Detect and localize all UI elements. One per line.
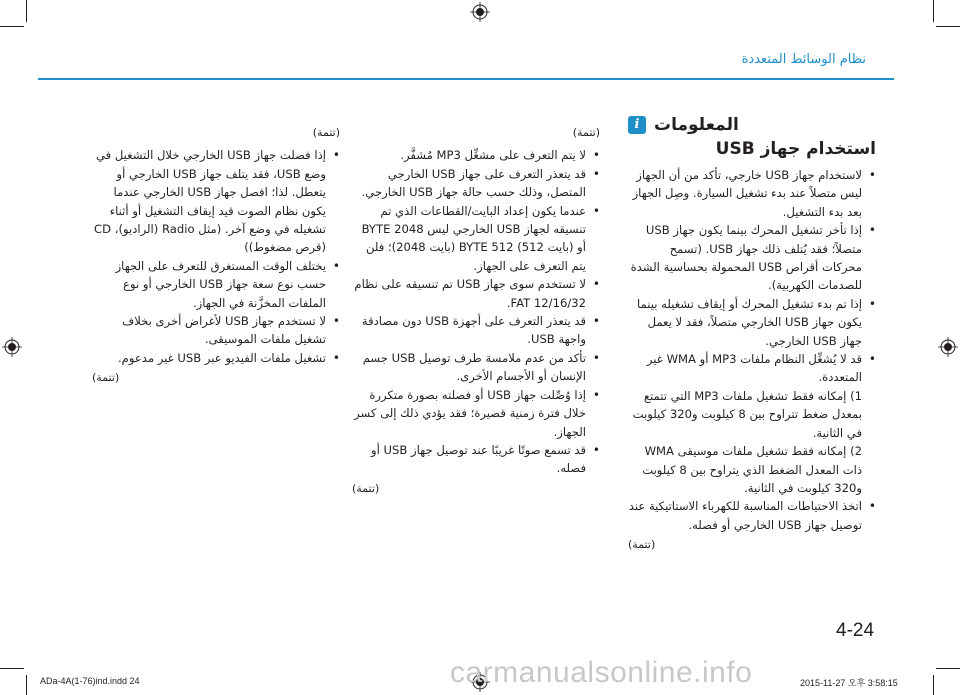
crop-mark (936, 668, 960, 669)
section-header-title: نظام الوسائط المتعددة (741, 52, 866, 67)
info-heading-title: المعلومات (654, 115, 739, 135)
crop-mark (933, 675, 934, 695)
info-heading-subtitle: استخدام جهاز USB (715, 139, 876, 159)
crop-mark (933, 0, 934, 22)
right-bullet-list (628, 166, 876, 387)
footer-timestamp: 2015-11-27 오후 3:58:15 (800, 678, 898, 688)
left-bullet-list (92, 146, 340, 367)
watermark: carmanualsonline.info (450, 656, 753, 689)
list-item: • لا تستخدم جهاز USB لأغراض أخرى بخلاف تشغيل ملفات الموسيقى. (92, 312, 340, 349)
continued-label: (تتمة) (312, 126, 340, 139)
crop-mark (0, 668, 24, 669)
list-item: • إذا فصلت جهاز USB الخارجي خلال التشغيل في وضع USB، فقد يتلف جهاز USB الخارجي أو يتعطل. لذا؛ افصل جهاز USB الخارجي عندما يكون نظام الصوت قيد إيقاف التشغيل أو أثناء تشغيله في وضع آخر. (مثل Radio (الراديو)، CD (قرص مضغوط)) (92, 146, 340, 256)
footer-file-info: ADa-4A(1-76)ind.indd 24 (40, 676, 140, 686)
list-item: • إذا تأخر تشغيل المحرك بينما يكون جهاز USB متصلاً؛ فقد يُتلف ذلك جهاز USB. (تسمح محركات أقراص USB المحمولة بحساسية الشدة للصدمات الكهربية). (628, 221, 876, 295)
crop-mark (26, 675, 27, 695)
sub-item: 1) إمكانه فقط تشغيل ملفات MP3 التي تتمتع بمعدل ضغط تتراوح بين 8 كيلوبت و320 كيلوبت في الثانية. (632, 388, 862, 440)
list-item: • يختلف الوقت المستغرق للتعرف على الجهاز حسب نوع سعة جهاز USB الخارجي أو نوع الملفات المخزَّنة في الجهاز. (92, 257, 340, 312)
continued-label: (تتمة) (572, 126, 600, 139)
list-item: • اتخذ الاحتياطات المناسبة للكهرباء الاستاتيكية عند توصيل جهاز USB الخارجي أو فصله. (628, 497, 876, 534)
continued-label: (تتمة) (92, 371, 120, 385)
list-item: • لا تستخدم سوى جهاز USB تم تنسيقه على نظام FAT 12/16/32. (352, 275, 600, 312)
registration-mark-right-icon (938, 337, 958, 357)
info-heading (628, 114, 876, 136)
header-divider (38, 78, 894, 80)
registration-mark-left-icon (2, 337, 22, 357)
list-item: • لا يتم التعرف على مشغِّل MP3 مُشفَّر. (352, 146, 600, 164)
info-icon: i (628, 116, 646, 134)
right-column (628, 114, 876, 555)
list-item: • إذا تم بدء تشغيل المحرك أو إيقاف تشغيله بينما يكون جهاز USB الخارجي متصلاً، فقد لا يعمل جهاز USB الخارجي. (628, 295, 876, 350)
list-item: • تشغيل ملفات الفيديو عبر USB غير مدعوم. (92, 349, 340, 367)
continued-label: (تتمة) (628, 538, 656, 552)
list-item: • لاستخدام جهاز USB خارجي، تأكد من أن الجهاز ليس متصلاً عند بدء تشغيل السيارة. وصِل الجهاز بعد بدء التشغيل. (628, 166, 876, 221)
list-item: • قد يتعذر التعرف على جهاز USB الخارجي المتصل، وذلك حسب حالة جهاز USB الخارجي. (352, 165, 600, 202)
middle-bullet-list (352, 146, 600, 477)
list-item: • تأكد من عدم ملامسة طرف توصيل USB جسم الإنسان أو الأجسام الأخرى. (352, 349, 600, 386)
continued-label: (تتمة) (352, 481, 380, 495)
crop-mark (26, 0, 27, 22)
list-item: • قد يتعذر التعرف على أجهزة USB دون مصادقة واجهة USB. (352, 312, 600, 349)
right-bullet-list-2 (628, 497, 876, 534)
page-number: 4-24 (836, 620, 875, 641)
list-item: • قد لا يُشغِّل النظام ملفات MP3 أو WMA غير المتعددة. (628, 350, 876, 387)
registration-mark-top-icon (470, 2, 490, 22)
crop-mark (0, 26, 24, 27)
sub-item: 2) إمكانه فقط تشغيل ملفات موسيقى WMA ذات المعدل الضغط الذي يتراوح بين 8 كيلوبت و320 كيلوبت في الثانية. (642, 444, 862, 495)
list-item: • إذا وُصِّلت جهاز USB أو فصلته بصورة متكررة خلال فترة زمنية قصيرة؛ فقد يؤدي ذلك إلى كسر الجهاز. (352, 386, 600, 441)
crop-mark (936, 26, 960, 27)
list-item: • عندما يكون إعداد البايت/القطاعات الذي تم تنسيقه لجهاز USB الخارجي ليس BYTE 2048 أو (بايت 512) BYTE 512 (بايت 2048)؛ فلن يتم التعرف على الجهاز. (352, 202, 600, 276)
middle-column (352, 124, 600, 498)
list-item: • قد تسمع صوتًا غريبًا عند توصيل جهاز USB أو فصله. (352, 441, 600, 478)
left-column (92, 124, 340, 388)
